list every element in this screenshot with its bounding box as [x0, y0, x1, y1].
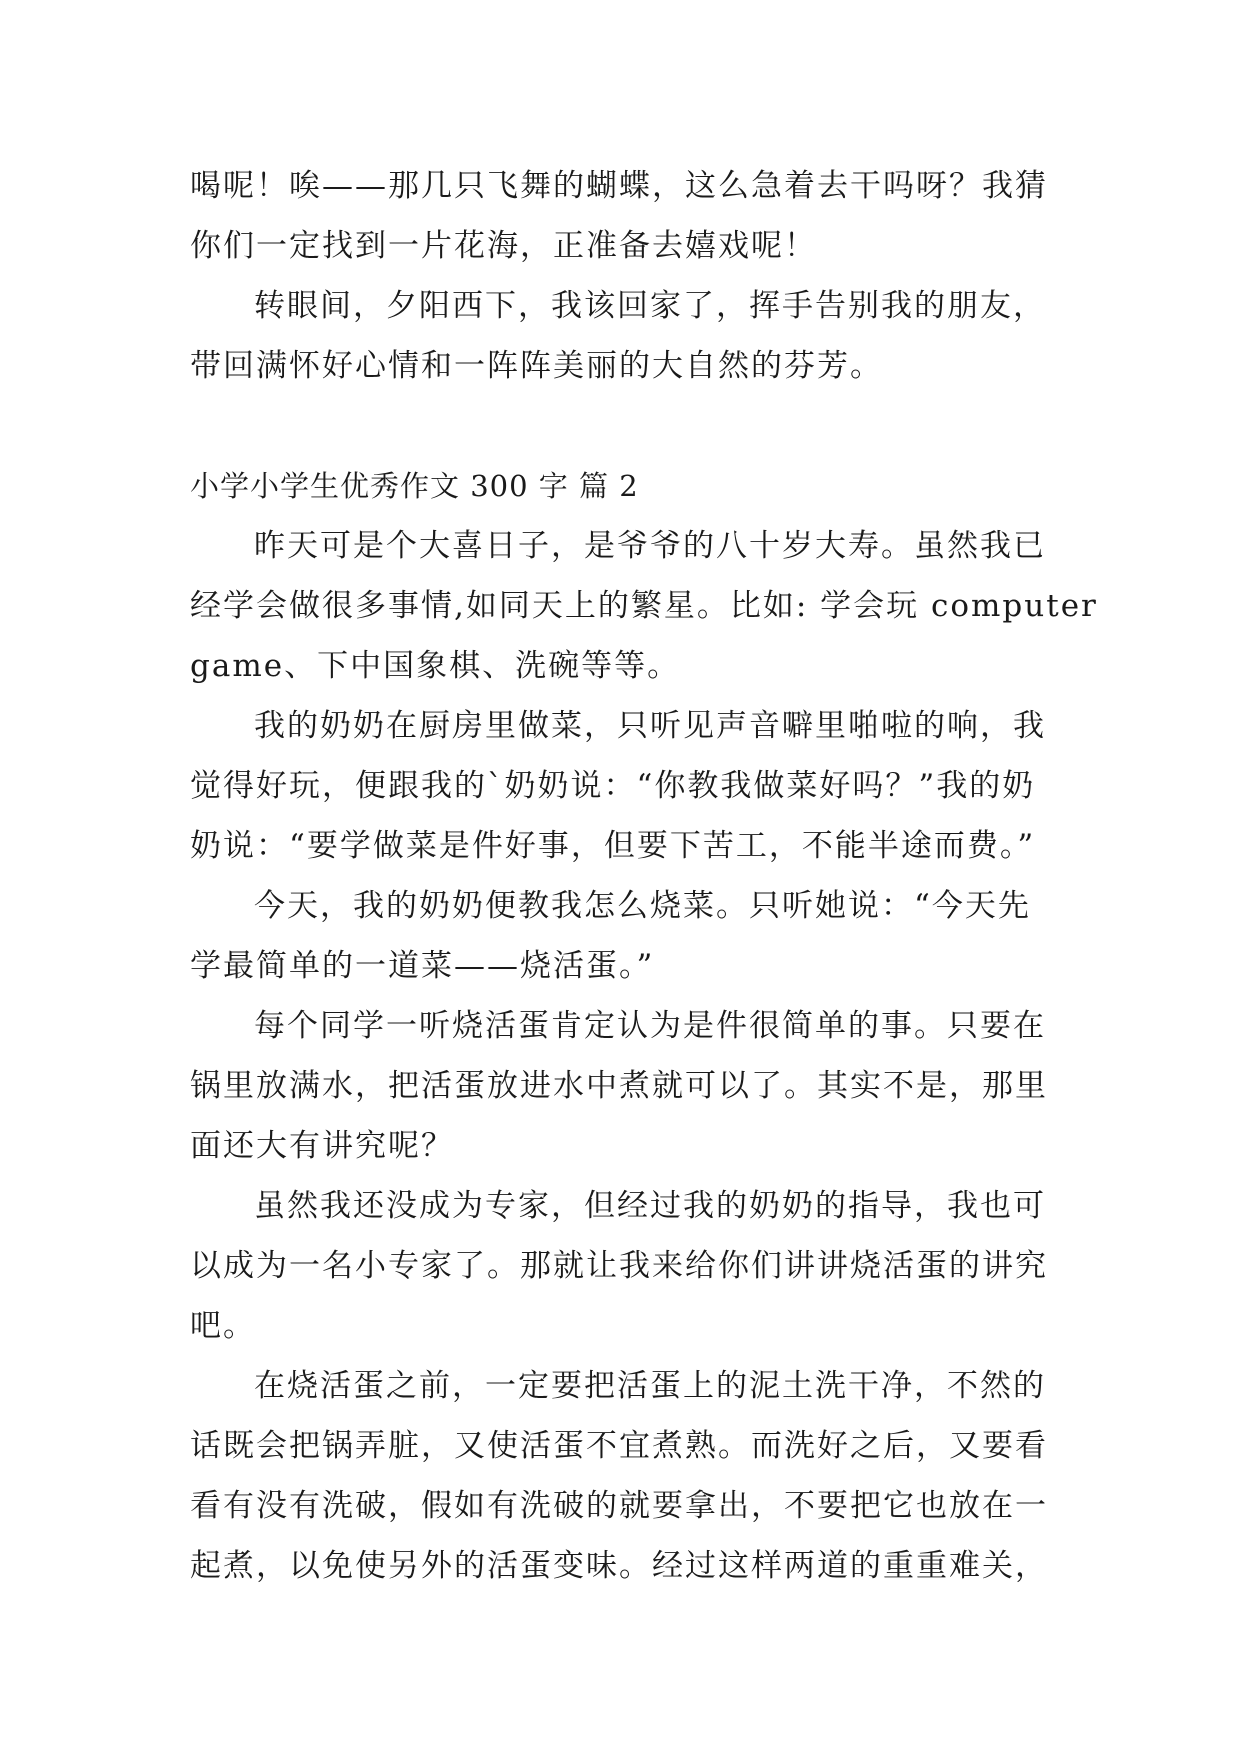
section-heading: 小学小学生优秀作文 300 字 篇 2 — [190, 469, 639, 503]
text-line: 话既会把锅弄脏，又使活蛋不宜煮熟。而洗好之后，又要看 — [190, 1428, 1048, 1464]
text-line: 我的奶奶在厨房里做菜，只听见声音噼里啪啦的响，我 — [254, 708, 1046, 744]
text-line: game、下中国象棋、洗碗等等。 — [190, 648, 681, 684]
text-line: 面还大有讲究呢？ — [190, 1128, 454, 1164]
section-spacer — [190, 396, 1060, 456]
text-line: 虽然我还没成为专家，但经过我的奶奶的指导，我也可 — [254, 1188, 1046, 1224]
text-line: 喝呢！唉——那几只飞舞的蝴蝶，这么急着去干吗呀？我猜 — [190, 168, 1048, 204]
text-line: 今天，我的奶奶便教我怎么烧菜。只听她说：“今天先 — [254, 888, 1031, 924]
text-line: 每个同学一听烧活蛋肯定认为是件很简单的事。只要在 — [254, 1008, 1046, 1044]
text-line: 起煮，以免使另外的活蛋变味。经过这样两道的重重难关， — [190, 1548, 1048, 1584]
paragraph — [190, 696, 1060, 876]
article-body — [190, 156, 1098, 1596]
text-line: 奶说：“要学做菜是件好事，但要下苦工，不能半途而费。” — [190, 828, 1036, 864]
text-line: 学最简单的一道菜——烧活蛋。” — [190, 948, 655, 984]
paragraph — [190, 876, 1060, 996]
text-line: 经学会做很多事情,如同天上的繁星。比如: 学会玩 computer — [190, 588, 1098, 624]
paragraph — [190, 276, 1060, 396]
text-line: 觉得好玩，便跟我的`奶奶说：“你教我做菜好吗？”我的奶 — [190, 768, 1036, 804]
text-line: 你们一定找到一片花海，正准备去嬉戏呢！ — [190, 228, 817, 264]
paragraph — [190, 1356, 1060, 1596]
paragraph — [190, 516, 1098, 696]
text-line: 转眼间，夕阳西下，我该回家了，挥手告别我的朋友， — [254, 288, 1046, 324]
text-line: 锅里放满水，把活蛋放进水中煮就可以了。其实不是，那里 — [190, 1068, 1048, 1104]
text-line: 带回满怀好心情和一阵阵美丽的大自然的芬芳。 — [190, 348, 883, 384]
paragraph — [190, 156, 1060, 276]
paragraph — [190, 996, 1060, 1176]
paragraph — [190, 1176, 1060, 1356]
text-line: 在烧活蛋之前，一定要把活蛋上的泥土洗干净，不然的 — [254, 1368, 1046, 1404]
text-line: 昨天可是个大喜日子，是爷爷的八十岁大寿。虽然我已 — [254, 528, 1046, 564]
text-line: 吧。 — [190, 1308, 256, 1344]
text-line: 看有没有洗破，假如有洗破的就要拿出，不要把它也放在一 — [190, 1488, 1048, 1524]
text-line: 以成为一名小专家了。那就让我来给你们讲讲烧活蛋的讲究 — [190, 1248, 1048, 1284]
